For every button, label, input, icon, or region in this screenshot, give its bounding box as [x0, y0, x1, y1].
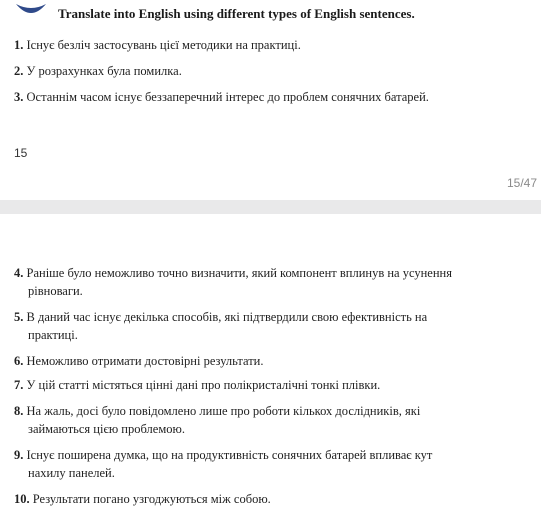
item-number: 8. [14, 404, 24, 418]
list-item [14, 88, 524, 106]
list-item [14, 62, 524, 80]
document-page-bottom [0, 214, 541, 512]
item-text-line1: Неможливо отримати достовірні результати. [26, 354, 264, 368]
list-item [14, 402, 524, 438]
item-text-line2: рівноваги. [28, 284, 83, 298]
list-item [14, 264, 524, 300]
list-item [14, 352, 524, 370]
item-text-line2: нахилу панелей. [28, 466, 115, 480]
item-number: 4. [14, 266, 24, 280]
count-label: 15 [14, 146, 28, 160]
item-text-line1: Результати погано узгоджуються між собою. [32, 492, 271, 506]
item-number: 2. [14, 64, 24, 78]
item-text: Існує безліч застосувань цієї методики на практиці. [26, 38, 301, 52]
item-text-line1: На жаль, досі було повідомлено лише про роботи кількох дослідників, які [26, 404, 421, 418]
logo-icon [14, 0, 48, 20]
item-number: 9. [14, 448, 24, 462]
exercise-heading: Translate into English using different types of English sentences. [58, 6, 415, 21]
item-text-line2: практиці. [28, 328, 78, 342]
list-item [14, 308, 524, 344]
item-text: Останнім часом існує беззаперечний інтерес до проблем сонячних батарей. [26, 90, 429, 104]
item-number: 10. [14, 492, 30, 506]
item-text-line1: У цій статті містяться цінні дані про полікристалічні тонкі плівки. [26, 378, 381, 392]
item-text-line1: Існує поширена думка, що на продуктивність сонячних батарей впливає кут [26, 448, 433, 462]
list-item [14, 376, 524, 394]
item-number: 3. [14, 90, 24, 104]
item-text-line1: Раніше було неможливо точно визначити, який компонент вплинув на усунення [26, 266, 452, 280]
item-text-line2: займаються цією проблемою. [28, 422, 185, 436]
item-number: 1. [14, 38, 24, 52]
list-item [14, 446, 524, 482]
item-number: 5. [14, 310, 24, 324]
item-text: У розрахунках була помилка. [26, 64, 182, 78]
list-item [14, 36, 524, 54]
item-number: 7. [14, 378, 24, 392]
page-separator [0, 200, 541, 214]
list-item [14, 490, 524, 508]
page-indicator: 15/47 [506, 176, 537, 190]
item-text-line1: В даний час існує декілька способів, які підтвердили свою ефективність на [26, 310, 428, 324]
document-page-top [0, 0, 541, 200]
item-number: 6. [14, 354, 24, 368]
